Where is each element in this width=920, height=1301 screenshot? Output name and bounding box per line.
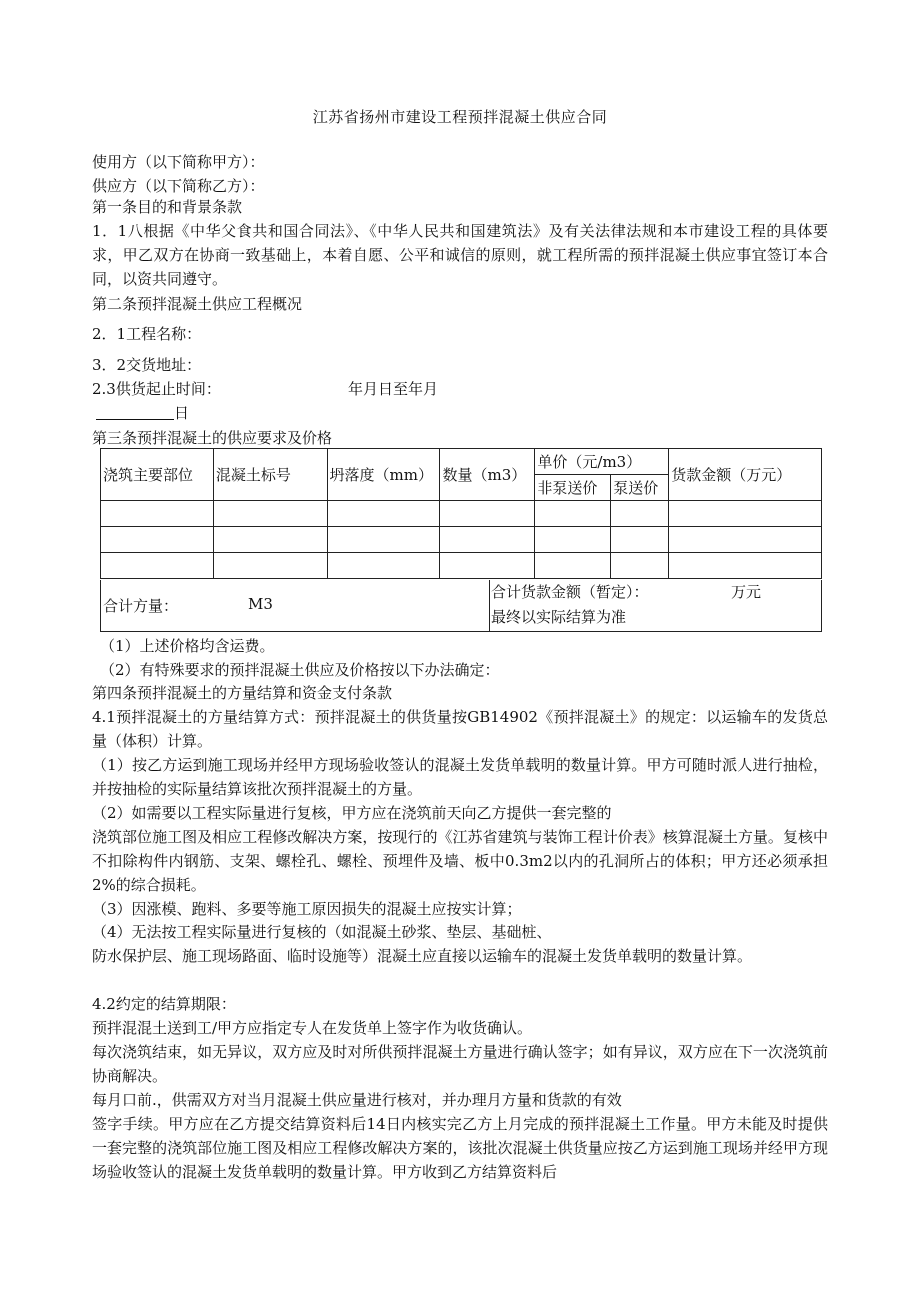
total-amount-label: 合计货款金额（暂定）：: [491, 583, 649, 601]
article-4-1: 4.1预拌混凝土的方量结算方式：预拌混凝土的供货量按GB14902《预拌混凝土》的规定：以运输车的发货总量（体积）计算。: [92, 708, 828, 750]
supply-period-day: 日: [174, 404, 190, 422]
note-2: （2）有特殊要求的预拌混凝土供应及价格按以下办法确定：: [100, 661, 500, 679]
article-3-heading: 第三条预拌混凝土的供应要求及价格: [92, 429, 333, 447]
article-4-1-item-1: （1）按乙方运到施工现场并经甲方现场验收签认的混凝土发货单载明的数量计算。甲方可随时派人进行抽检，并按抽检的实际量结算该批次预拌混凝土的方量。: [92, 756, 828, 798]
header-pump-price: 泵送价: [611, 475, 669, 501]
header-pouring-part: 浇筑主要部位: [101, 449, 214, 501]
article-2-heading: 第二条预拌混凝土供应工程概况: [92, 295, 303, 313]
header-unit-price: 单价（元/m3）: [535, 449, 669, 475]
article-4-1-item-3: （3）因涨模、跑料、多要等施工原因损失的混凝土应按实计算；: [92, 900, 522, 918]
totals-divider: [489, 580, 490, 631]
total-quantity-unit: M3: [248, 595, 273, 613]
article-4-1-item-4b: 防水保护层、施工现场路面、临时设施等）混凝土应直接以运输车的混凝土发货单载明的数量计算。: [92, 947, 753, 965]
table-row: [101, 527, 822, 553]
supply-period-label: 2.3供货起止时间：: [92, 380, 221, 398]
article-4-1-item-4a: （4）无法按工程实际量进行复核的（如混凝土砂浆、垫层、基础桩、: [92, 923, 552, 941]
document-title: 江苏省扬州市建设工程预拌混凝土供应合同: [312, 108, 608, 126]
table-row: [101, 501, 822, 527]
delivery-address-line: 3．2交货地址：: [92, 356, 202, 374]
total-amount-unit: 万元: [731, 583, 762, 601]
supply-period-end-line: [96, 401, 836, 425]
article-4-1-item-2b: 浇筑部位施工图及相应工程修改解决方案，按现行的《江苏省建筑与装饰工程计价表》核算混凝土方量。复核中不扣除构件内钢筋、支架、螺栓孔、螺栓、预埋件及墙、板中0.3m2以内的孔洞所占的体积；甲方还必须承担2%的综合损耗。: [92, 828, 828, 894]
article-4-2-d: 签字手续。甲方应在乙方提交结算资料后14日内核实完乙方上月完成的预拌混凝土工作量。甲方未能及时提供一套完整的浇筑部位施工图及相应工程修改解决方案的，该批次混凝土供货量应按乙方运到施工现场并经甲方现场验收签认的混凝土发货单载明的数量计算。甲方收到乙方结算资料后: [92, 1115, 828, 1181]
article-4-2-heading: 4.2约定的结算期限：: [92, 995, 236, 1013]
header-slump: 坍落度（mm）: [327, 449, 440, 501]
header-amount: 货款金额（万元）: [669, 449, 822, 501]
article-4-2-c: 每月口前.，供需双方对当月混凝土供应量进行核对，并办理月方量和货款的有效: [92, 1091, 622, 1109]
article-4-2-b: 每次浇筑结束，如无异议，双方应及时对所供预拌混凝土方量进行确认签字；如有异议，双方应在下一次浇筑前协商解决。: [92, 1043, 828, 1085]
supply-period-line: [92, 377, 832, 401]
total-quantity-label: 合计方量：: [103, 597, 179, 615]
header-quantity: 数量（m3）: [440, 449, 535, 501]
table-row: [101, 553, 822, 579]
final-settlement-note: 最终以实际结算为准: [491, 608, 627, 626]
article-1-heading: 第一条目的和背景条款: [92, 198, 243, 216]
party-b-line: 供应方（以下简称乙方）：: [92, 177, 265, 195]
article-4-2-a: 预拌混混土送到工/甲方应指定专人在发货单上签字作为收货确认。: [92, 1019, 533, 1037]
article-4-heading: 第四条预拌混凝土的方量结算和资金支付条款: [92, 684, 393, 702]
price-table: [100, 448, 822, 579]
project-name-line: 2．1工程名称：: [92, 325, 202, 343]
note-1: （1）上述价格均含运费。: [100, 637, 275, 655]
totals-row: [100, 580, 822, 632]
header-concrete-grade: 混凝土标号: [213, 449, 327, 501]
day-blank: [96, 405, 174, 420]
header-non-pump-price: 非泵送价: [535, 475, 611, 501]
article-4-1-item-2a: （2）如需要以工程实际量进行复核，甲方应在浇筑前天向乙方提供一套完整的: [92, 804, 612, 822]
article-1-paragraph: 1．1八根据《中华父食共和国合同法》、《中华人民共和国建筑法》及有关法律法规和本市建设工程的具体要求，甲乙双方在协商一致基础上，本着自愿、公平和诚信的原则，就工程所需的预拌混凝土供应事宜签订本合同，以资共同遵守。: [92, 222, 828, 288]
party-a-line: 使用方（以下简称甲方）：: [92, 153, 265, 171]
supply-period-dates: 年月日至年月: [348, 380, 439, 398]
